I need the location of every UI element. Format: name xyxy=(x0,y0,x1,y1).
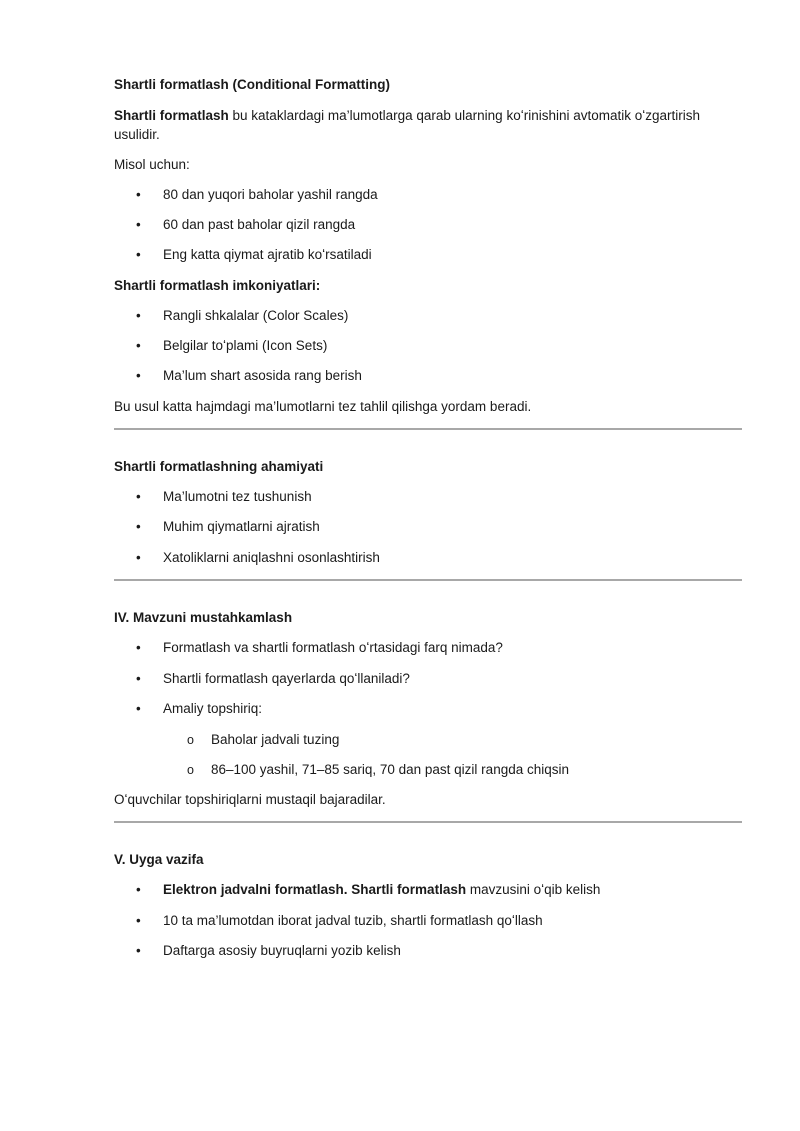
list-item: Ma’lumotni tez tushunish xyxy=(163,489,312,504)
intro-paragraph xyxy=(114,106,734,144)
bullet-icon: • xyxy=(136,913,141,928)
horizontal-divider xyxy=(114,821,742,823)
list-item: Muhim qiymatlarni ajratish xyxy=(163,519,320,534)
example-item: 60 dan past baholar qizil rangda xyxy=(163,217,356,232)
question-item: Amaliy topshiriq: xyxy=(163,701,263,716)
sub-list-item: Baholar jadvali tuzing xyxy=(211,732,340,747)
homework-topic-text: mavzusini oʻqib kelish xyxy=(466,882,601,897)
example-item: Eng katta qiymat ajratib koʻrsatiladi xyxy=(163,247,372,262)
bullet-icon: • xyxy=(136,701,141,716)
list-item: Xatoliklarni aniqlashni osonlashtirish xyxy=(163,550,380,565)
bullet-icon: • xyxy=(136,550,141,565)
homework-item: 10 ta ma’lumotdan iborat jadval tuzib, shartli formatlash qoʻllash xyxy=(163,913,543,928)
horizontal-divider xyxy=(114,428,742,430)
question-item: Formatlash va shartli formatlash oʻrtasidagi farq nimada? xyxy=(163,640,503,655)
bullet-icon: • xyxy=(136,187,141,202)
example-item: 80 dan yuqori baholar yashil rangda xyxy=(163,187,378,202)
bullet-icon: • xyxy=(136,217,141,232)
homework-topic-bold: Elektron jadvalni formatlash. Shartli formatlash xyxy=(163,882,467,897)
section-heading-reinforcement: IV. Mavzuni mustahkamlash xyxy=(114,610,293,625)
section-closing-text: Bu usul katta hajmdagi ma’lumotlarni tez tahlil qilishga yordam beradi. xyxy=(114,399,532,414)
horizontal-divider xyxy=(114,579,742,581)
bullet-icon: • xyxy=(136,640,141,655)
features-heading: Shartli formatlash imkoniyatlari: xyxy=(114,278,321,293)
feature-item: Rangli shkalalar (Color Scales) xyxy=(163,308,349,323)
bullet-icon: • xyxy=(136,519,141,534)
bullet-icon: • xyxy=(136,489,141,504)
homework-item xyxy=(163,881,600,899)
bullet-icon: • xyxy=(136,338,141,353)
question-item: Shartli formatlash qayerlarda qoʻllaniladi? xyxy=(163,671,410,686)
bullet-icon: • xyxy=(136,671,141,686)
intro-bold-term: Shartli formatlash xyxy=(114,108,229,123)
bullet-icon: • xyxy=(136,308,141,323)
homework-item: Daftarga asosiy buyruqlarni yozib kelish xyxy=(163,943,401,958)
sub-list-item: 86–100 yashil, 71–85 sariq, 70 dan past qizil rangda chiqsin xyxy=(211,762,569,777)
section-heading-importance: Shartli formatlashning ahamiyati xyxy=(114,459,324,474)
intro-text: bu kataklardagi ma’lumotlarga qarab ularning koʻrinishini avtomatik oʻzgartirish usulidir. xyxy=(114,108,701,142)
section-heading-homework: V. Uyga vazifa xyxy=(114,852,204,867)
feature-item: Belgilar toʻplami (Icon Sets) xyxy=(163,338,328,353)
bullet-icon: • xyxy=(136,368,141,383)
sub-bullet-icon: o xyxy=(187,733,194,747)
example-label: Misol uchun: xyxy=(114,157,190,172)
section-heading-conditional-formatting: Shartli formatlash (Conditional Formatting) xyxy=(114,77,390,92)
bullet-icon: • xyxy=(136,943,141,958)
section-closing-text: Oʻquvchilar topshiriqlarni mustaqil bajaradilar. xyxy=(114,792,386,807)
bullet-icon: • xyxy=(136,882,141,897)
sub-bullet-icon: o xyxy=(187,763,194,777)
feature-item: Ma’lum shart asosida rang berish xyxy=(163,368,362,383)
bullet-icon: • xyxy=(136,247,141,262)
